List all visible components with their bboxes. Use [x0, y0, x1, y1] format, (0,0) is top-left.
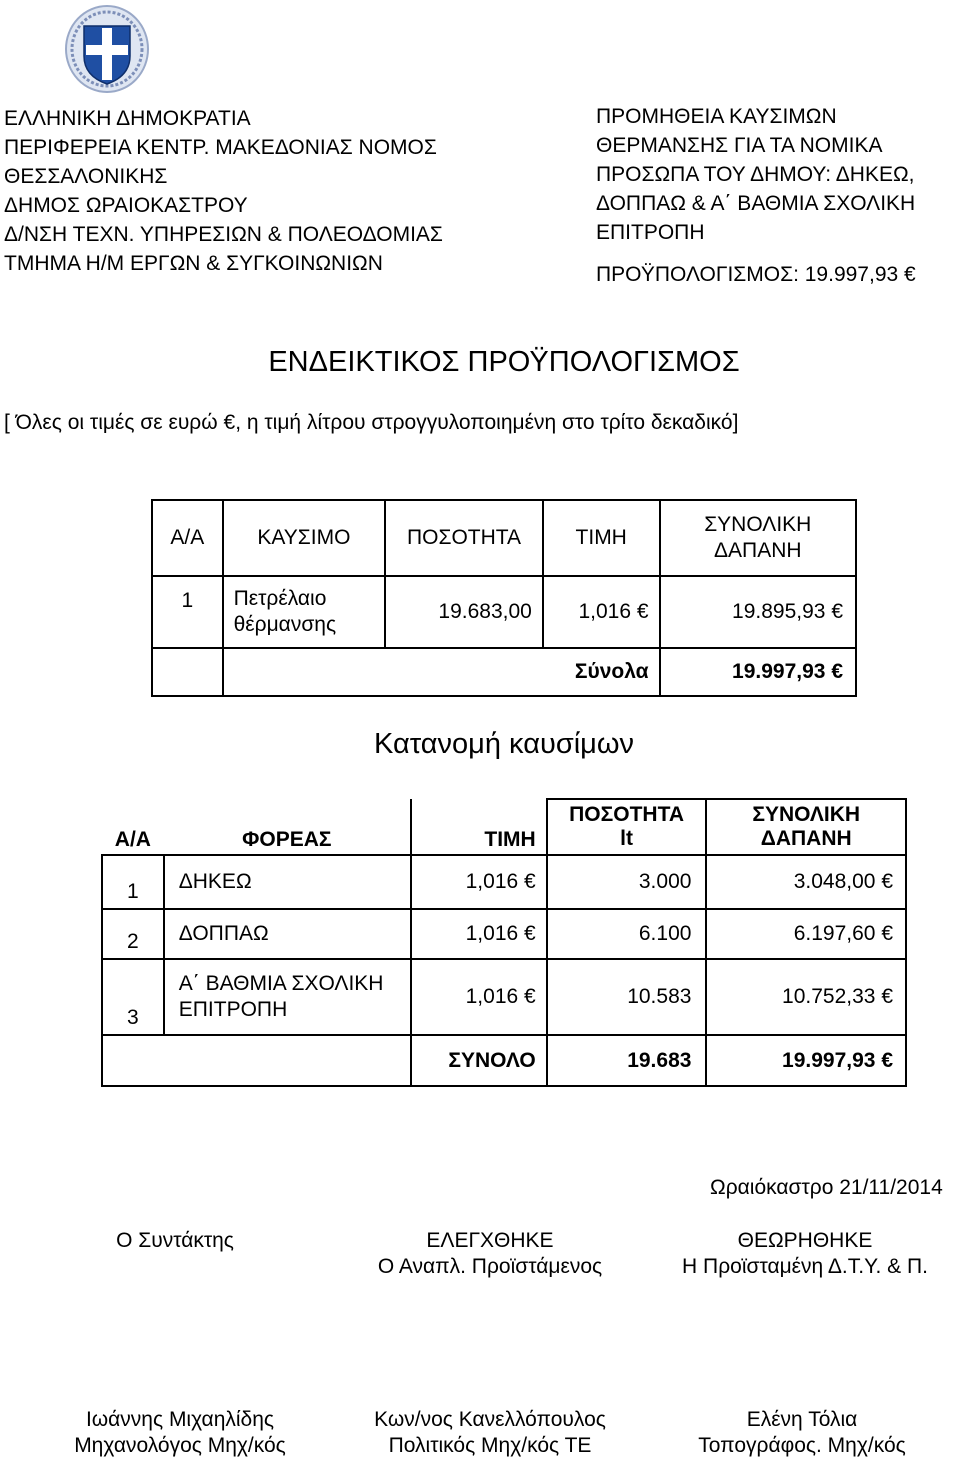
row-body-line1: Α΄ ΒΑΘΜΙΑ ΣΧΟΛΙΚΗ — [178, 972, 384, 995]
project-line: ΘΕΡΜΑΝΣΗΣ ΓΙΑ ΤΑ ΝΟΜΙΚΑ — [596, 134, 883, 157]
euro-icon: € — [636, 600, 649, 623]
project-block — [596, 102, 915, 247]
row-total — [660, 576, 856, 648]
row-total-value: 10.752,33 — [782, 985, 876, 1008]
allocation-table — [101, 798, 907, 1087]
issuer-line: ΠΕΡΙΦΕΡΕΙΑ ΚΕΝΤΡ. ΜΑΚΕΔΟΝΙΑΣ ΝΟΜΟΣ — [4, 136, 437, 159]
issuer-line: ΤΜΗΜΑ Η/Μ ΕΡΓΩΝ & ΣΥΓΚΟΙΝΩΝΙΩΝ — [4, 252, 383, 275]
header-total-line1: ΣΥΝΟΛΙΚΗ — [752, 803, 861, 826]
sum-total — [660, 648, 856, 696]
euro-icon: € — [524, 922, 536, 945]
approved-role-line2: Η Προϊσταμένη Δ.Τ.Υ. & Π. — [682, 1255, 928, 1278]
row-qty: 3.000 — [547, 855, 707, 909]
euro-icon: € — [881, 922, 893, 945]
euro-icon: € — [881, 985, 893, 1008]
row-qty: 6.100 — [547, 909, 707, 959]
author-name: Ιωάννης Μιχαηλίδης — [85, 1408, 275, 1431]
header-total-line1: ΣΥΝΟΛΙΚΗ — [704, 513, 812, 536]
sum-label: Σύνολα — [223, 648, 660, 696]
price-note-start: [ Όλες οι τιμές σε ευρώ — [4, 411, 218, 434]
allocation-title: Κατανομή καυσίμων — [373, 728, 635, 760]
row-price — [411, 855, 547, 909]
row-body — [164, 855, 411, 909]
euro-icon: € — [223, 411, 236, 434]
table-header-row — [102, 799, 906, 855]
checked-name: Κων/νος Κανελλόπουλος — [374, 1408, 606, 1431]
project-line: ΠΡΟΜΗΘΕΙΑ ΚΑΥΣΙΜΩΝ — [596, 105, 837, 128]
greek-coat-of-arms-emblem — [64, 4, 150, 94]
budget-line — [596, 260, 916, 289]
issuer-block — [4, 104, 443, 278]
table-row — [102, 959, 906, 1035]
row-aa: 3 — [102, 959, 164, 1035]
row-fuel-line2: θέρμανσης — [233, 613, 337, 636]
header-qty — [547, 799, 707, 855]
issuer-line: ΔΗΜΟΣ ΩΡΑΙΟΚΑΣΤΡΟΥ — [4, 194, 248, 217]
row-aa: 2 — [102, 909, 164, 959]
row-price — [411, 909, 547, 959]
header-qty-line1: ΠΟΣΟΤΗΤΑ — [569, 803, 685, 826]
euro-icon: € — [904, 263, 916, 286]
issuer-line: Δ/ΝΣΗ ΤΕΧΝ. ΥΠΗΡΕΣΙΩΝ & ΠΟΛΕΟΔΟΜΙΑΣ — [4, 223, 443, 246]
header-price: ΤΙΜΗ — [411, 799, 547, 855]
project-line: ΠΡΟΣΩΠΑ ΤΟΥ ΔΗΜΟΥ: ΔΗΚΕΩ, — [596, 163, 915, 186]
header-fuel: ΚΑΥΣΙΜΟ — [223, 500, 386, 576]
row-price-value: 1,016 — [465, 922, 519, 945]
euro-icon: € — [881, 1048, 893, 1072]
header-total-line2: ΔΑΠΑΝΗ — [714, 539, 802, 562]
budget-value: 19.997,93 — [804, 263, 899, 286]
row-body-line2: ΕΠΙΤΡΟΠΗ — [178, 998, 288, 1021]
row-total — [706, 855, 906, 909]
table-row — [102, 855, 906, 909]
table-row — [102, 909, 906, 959]
project-line: ΔΟΠΠΑΩ & Α΄ ΒΑΘΜΙΑ ΣΧΟΛΙΚΗ — [596, 192, 916, 215]
price-note — [4, 408, 738, 437]
row-price-value: 1,016 — [578, 600, 632, 623]
approved-name: Ελένη Τόλια — [746, 1408, 858, 1431]
approved-role — [655, 1228, 955, 1280]
header-total — [706, 799, 906, 855]
row-price-value: 1,016 — [465, 870, 519, 893]
row-body-line1: ΔΟΠΠΑΩ — [178, 922, 269, 945]
row-price-value: 1,016 — [465, 985, 519, 1008]
approved-signature — [652, 1407, 952, 1459]
page-title: ΕΝΔΕΙΚΤΙΚΟΣ ΠΡΟΫΠΟΛΟΓΙΣΜΟΣ — [268, 346, 740, 378]
row-aa: 1 — [152, 576, 223, 648]
sum-qty: 19.683 — [547, 1035, 707, 1086]
checked-role-line2: Ο Αναπλ. Προϊστάμενος — [377, 1255, 603, 1278]
header-price: ΤΙΜΗ — [543, 500, 660, 576]
project-line: ΕΠΙΤΡΟΠΗ — [596, 221, 705, 244]
row-fuel-line1: Πετρέλαιο — [233, 587, 327, 610]
euro-icon: € — [831, 600, 843, 623]
row-total-value: 3.048,00 — [793, 870, 876, 893]
place-date: Ωραιόκαστρο 21/11/2014 — [710, 1176, 943, 1199]
checked-title: Πολιτικός Μηχ/κός ΤΕ — [388, 1434, 592, 1457]
table-header-row — [152, 500, 856, 576]
sum-label: ΣΥΝΟΛΟ — [411, 1035, 547, 1086]
header-qty: ΠΟΣΟΤΗΤΑ — [385, 500, 543, 576]
row-total — [706, 959, 906, 1035]
checked-role-line1: ΕΛΕΓΧΘΗΚΕ — [426, 1229, 554, 1252]
row-body — [164, 959, 411, 1035]
checked-role — [340, 1228, 640, 1280]
row-aa: 1 — [102, 855, 164, 909]
budget-table — [151, 499, 857, 697]
euro-icon: € — [881, 870, 893, 893]
row-body-line1: ΔΗΚΕΩ — [178, 870, 252, 893]
issuer-line: ΕΛΛΗΝΙΚΗ ΔΗΜΟΚΡΑΤΙΑ — [4, 107, 251, 130]
approved-title: Τοπογράφος. Μηχ/κός — [698, 1434, 906, 1457]
sum-empty-cell — [102, 1035, 411, 1086]
row-price — [543, 576, 660, 648]
approved-role-line1: ΘΕΩΡΗΘΗΚΕ — [737, 1229, 873, 1252]
euro-icon: € — [524, 870, 536, 893]
row-total-value: 19.895,93 — [732, 600, 826, 623]
sum-row — [102, 1035, 906, 1086]
header-qty-line2: lt — [620, 827, 633, 850]
row-price — [411, 959, 547, 1035]
row-qty: 10.583 — [547, 959, 707, 1035]
author-title: Μηχανολόγος Μηχ/κός — [74, 1434, 286, 1457]
euro-icon: € — [524, 985, 536, 1008]
header-aa: Α/Α — [152, 500, 223, 576]
header-body: ΦΟΡΕΑΣ — [164, 799, 411, 855]
budget-label: ΠΡΟΫΠΟΛΟΓΙΣΜΟΣ: — [596, 263, 799, 286]
row-body — [164, 909, 411, 959]
author-role: Ο Συντάκτης — [116, 1229, 234, 1252]
sum-total-value: 19.997,93 — [732, 660, 826, 683]
sum-total — [706, 1035, 906, 1086]
checked-signature — [340, 1407, 640, 1459]
sum-empty-cell — [152, 648, 223, 696]
sum-row — [152, 648, 856, 696]
euro-icon: € — [831, 660, 843, 683]
table-row — [152, 576, 856, 648]
sum-total-value: 19.997,93 — [782, 1048, 876, 1072]
row-qty: 19.683,00 — [385, 576, 543, 648]
header-aa: Α/Α — [102, 799, 164, 855]
header-total — [660, 500, 856, 576]
header-total-line2: ΔΑΠΑΝΗ — [760, 827, 852, 850]
row-total-value: 6.197,60 — [793, 922, 876, 945]
author-signature — [30, 1407, 330, 1459]
price-note-end: , η τιμή λίτρου στρογγυλοποιημένη στο τρίτο δεκαδικό] — [235, 411, 739, 434]
issuer-line: ΘΕΣΣΑΛΟΝΙΚΗΣ — [4, 165, 168, 188]
row-fuel — [223, 576, 386, 648]
row-total — [706, 909, 906, 959]
